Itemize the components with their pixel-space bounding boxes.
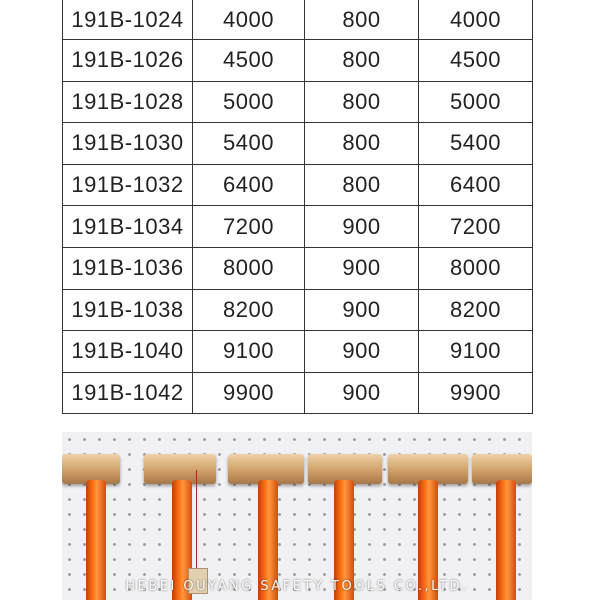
model-cell: 191B-1024 xyxy=(63,0,193,40)
value-cell: 5400 xyxy=(419,123,533,165)
model-cell: 191B-1028 xyxy=(63,81,193,123)
company-watermark: HEBEI OUYANG SAFETY TOOLS CO.,LTD. xyxy=(125,579,469,594)
value-cell: 7200 xyxy=(193,206,305,248)
value-cell: 6400 xyxy=(419,164,533,206)
value-cell: 6400 xyxy=(193,164,305,206)
value-cell: 7200 xyxy=(419,206,533,248)
value-cell: 800 xyxy=(305,40,419,82)
value-cell: 8200 xyxy=(419,289,533,331)
value-cell: 5000 xyxy=(193,81,305,123)
value-cell: 900 xyxy=(305,372,419,414)
table-row xyxy=(63,123,533,165)
model-cell: 191B-1038 xyxy=(63,289,193,331)
value-cell: 4000 xyxy=(193,0,305,40)
table-row xyxy=(63,289,533,331)
model-cell: 191B-1040 xyxy=(63,331,193,373)
table-row xyxy=(63,40,533,82)
value-cell: 5000 xyxy=(419,81,533,123)
value-cell: 900 xyxy=(305,289,419,331)
value-cell: 4000 xyxy=(419,0,533,40)
value-cell: 8000 xyxy=(193,247,305,289)
value-cell: 800 xyxy=(305,0,419,40)
model-cell: 191B-1042 xyxy=(63,372,193,414)
value-cell: 900 xyxy=(305,247,419,289)
value-cell: 800 xyxy=(305,164,419,206)
table-row xyxy=(63,372,533,414)
value-cell: 9900 xyxy=(193,372,305,414)
value-cell: 900 xyxy=(305,331,419,373)
value-cell: 4500 xyxy=(419,40,533,82)
table-row xyxy=(63,164,533,206)
table-row xyxy=(63,331,533,373)
value-cell: 800 xyxy=(305,81,419,123)
table-row xyxy=(63,206,533,248)
value-cell: 9100 xyxy=(419,331,533,373)
model-cell: 191B-1032 xyxy=(63,164,193,206)
value-cell: 8000 xyxy=(419,247,533,289)
value-cell: 9900 xyxy=(419,372,533,414)
model-cell: 191B-1036 xyxy=(63,247,193,289)
table-row xyxy=(63,247,533,289)
table-row xyxy=(63,0,533,40)
tag-wire xyxy=(196,470,197,570)
table-row xyxy=(63,81,533,123)
spec-table xyxy=(62,0,533,414)
model-cell: 191B-1030 xyxy=(63,123,193,165)
value-cell: 4500 xyxy=(193,40,305,82)
value-cell: 8200 xyxy=(193,289,305,331)
value-cell: 9100 xyxy=(193,331,305,373)
product-photo xyxy=(62,432,532,600)
value-cell: 800 xyxy=(305,123,419,165)
value-cell: 900 xyxy=(305,206,419,248)
model-cell: 191B-1026 xyxy=(63,40,193,82)
model-cell: 191B-1034 xyxy=(63,206,193,248)
value-cell: 5400 xyxy=(193,123,305,165)
